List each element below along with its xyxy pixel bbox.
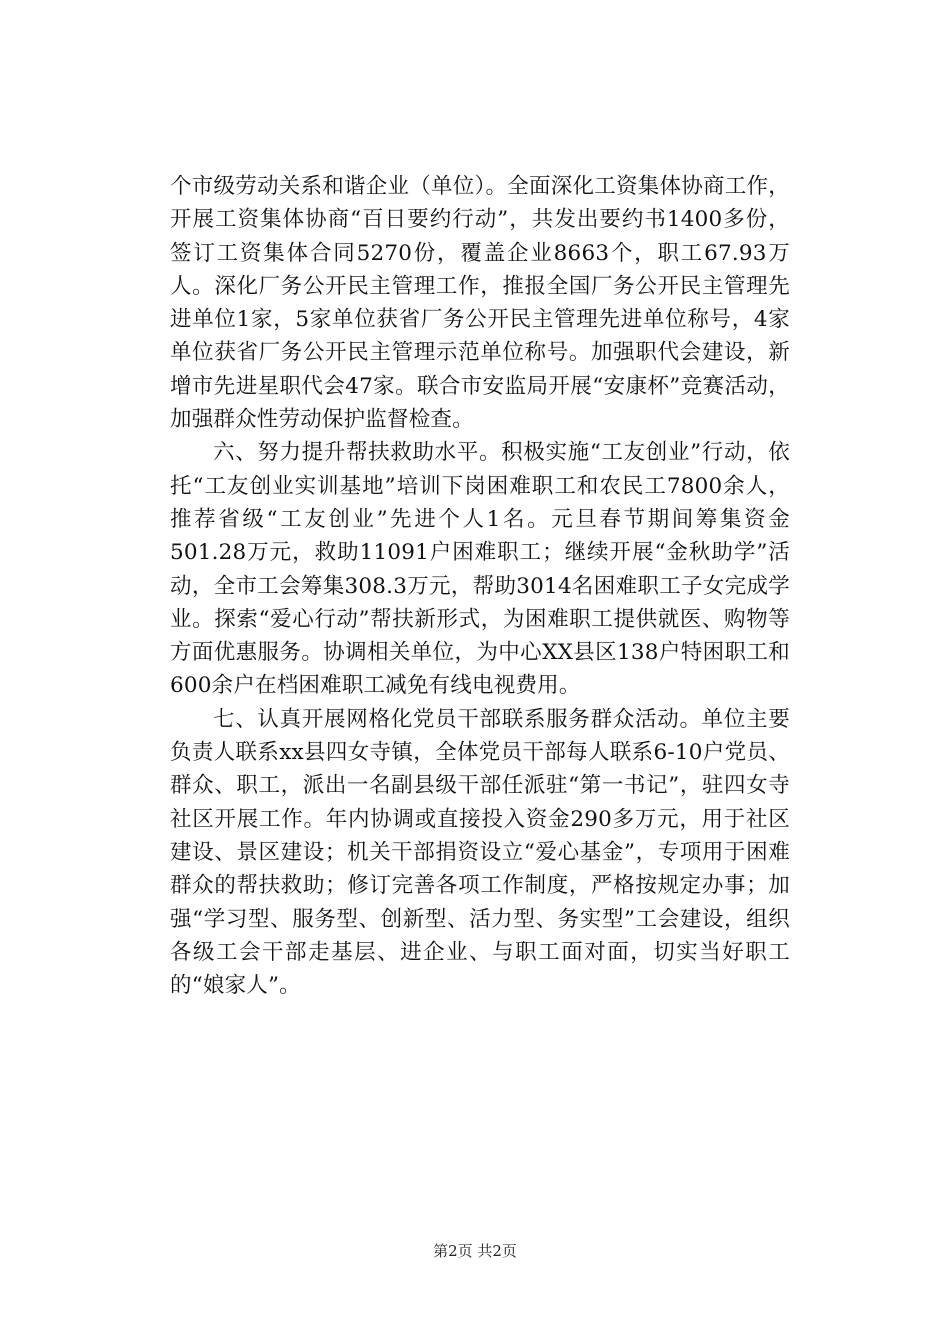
page-number-label: 第2页 共2页	[433, 1242, 517, 1260]
document-body	[170, 170, 790, 1002]
page-footer	[0, 1241, 950, 1261]
paragraph-continuation: 个市级劳动关系和谐企业（单位）。全面深化工资集体协商工作，开展工资集体协商“百日要约行动”，共发出要约书1400多份，签订工资集体合同5270份，覆盖企业8663个，职工67.93万人。深化厂务公开民主管理工作，推报全国厂务公开民主管理先进单位1家，5家单位获省厂务公开民主管理先进单位称号，4家单位获省厂务公开民主管理示范单位称号。加强职代会建设，新增市先进星职代会47家。联合市安监局开展“安康杯”竞赛活动，加强群众性劳动保护监督检查。	[170, 174, 790, 433]
paragraph-section-seven: 七、认真开展网格化党员干部联系服务群众活动。单位主要负责人联系xx县四女寺镇，全体党员干部每人联系6-10户党员、群众、职工，派出一名副县级干部任派驻“第一书记”，驻四女寺社区开展工作。年内协调或直接投入资金290多万元，用于社区建设、景区建设；机关干部捐资设立“爱心基金”，专项用于困难群众的帮扶救助；修订完善各项工作制度，严格按规定办事；加强“学习型、服务型、创新型、活力型、务实型”工会建设，组织各级工会干部走基层、进企业、与职工面对面，切实当好职工的“娘家人”。	[170, 706, 790, 999]
paragraph-section-six: 六、努力提升帮扶救助水平。积极实施“工友创业”行动，依托“工友创业实训基地”培训下岗困难职工和农民工7800余人，推荐省级“工友创业”先进个人1名。元旦春节期间筹集资金501.28万元，救助11091户困难职工；继续开展“金秋助学”活动，全市工会筹集308.3万元，帮助3014名困难职工子女完成学业。探索“爱心行动”帮扶新形式，为困难职工提供就医、购物等方面优惠服务。协调相关单位，为中心XX县区138户特困职工和600余户在档困难职工减免有线电视费用。	[170, 440, 790, 699]
